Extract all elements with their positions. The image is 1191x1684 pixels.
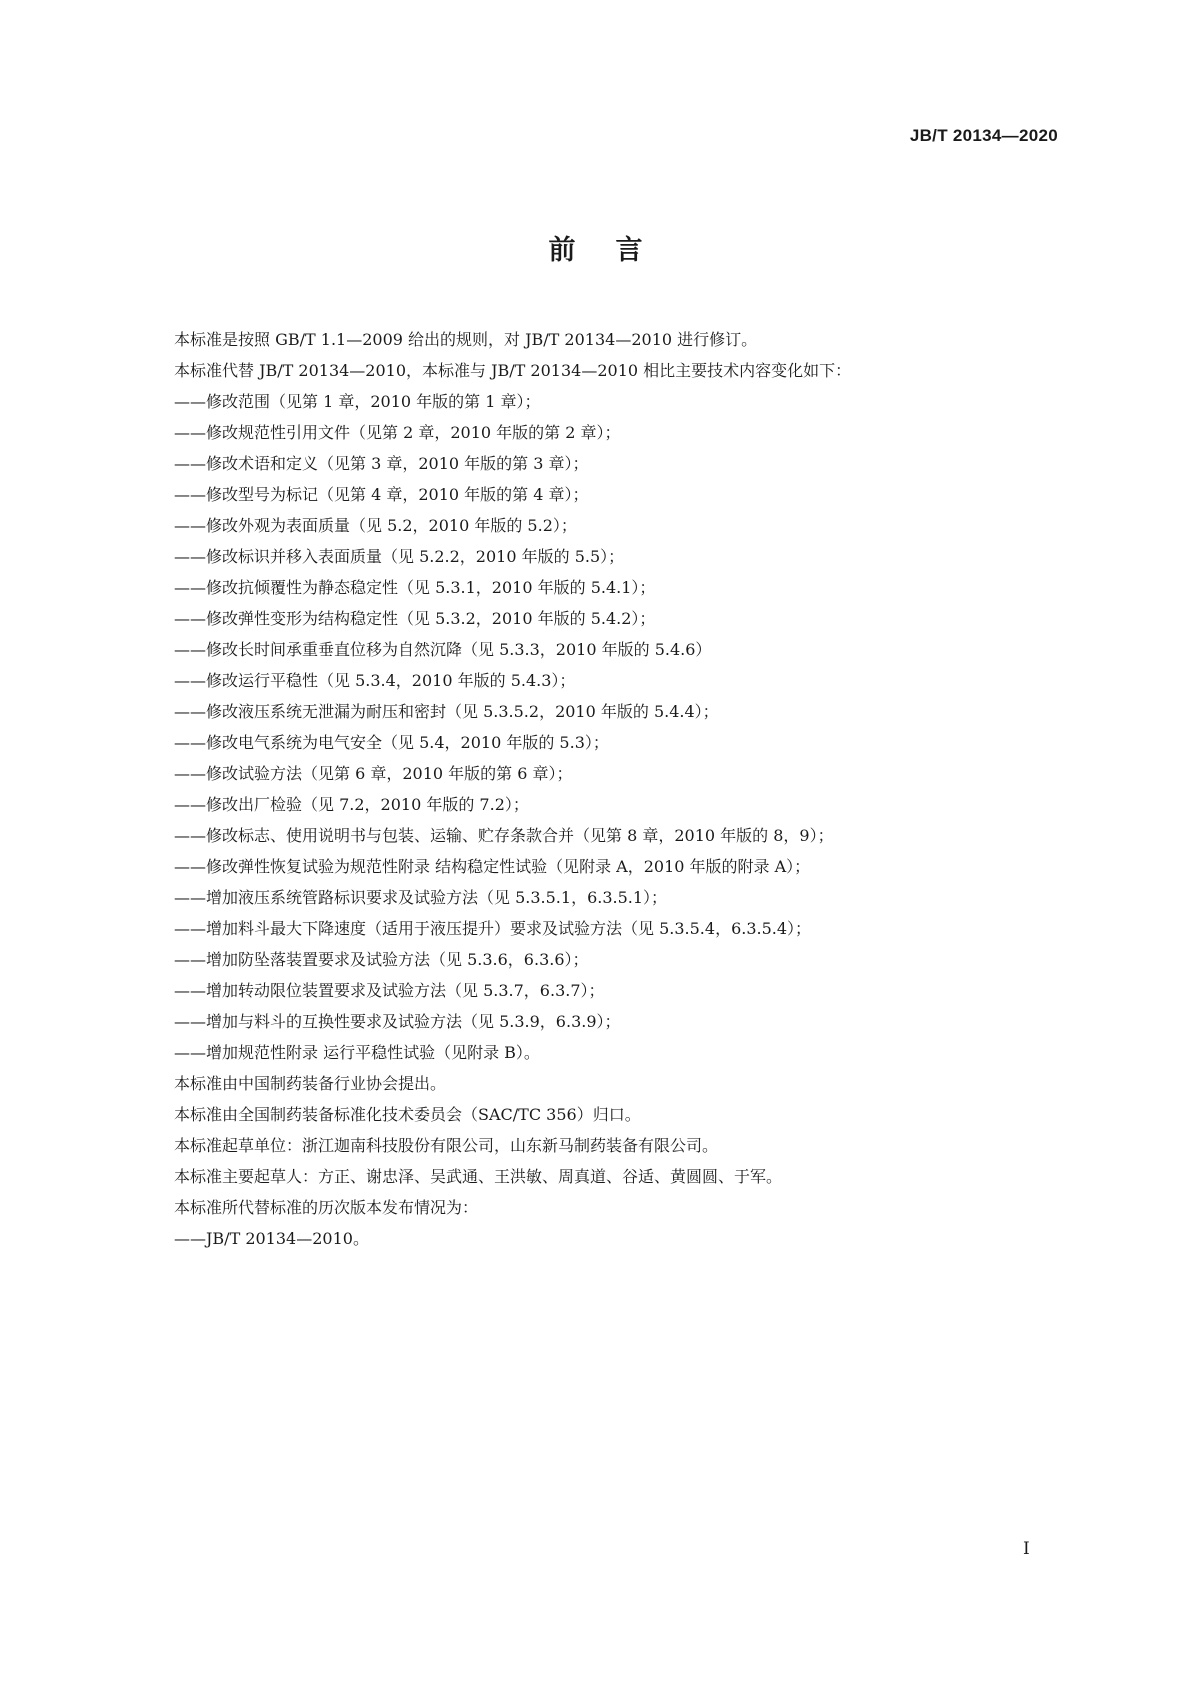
change-item: ——增加与料斗的互换性要求及试验方法（见 5.3.9，6.3.9）；	[174, 1012, 621, 1031]
change-item: ——修改电气系统为电气安全（见 5.4，2010 年版的 5.3）；	[174, 733, 609, 752]
change-item: ——修改术语和定义（见第 3 章，2010 年版的第 3 章）；	[174, 454, 589, 473]
change-item: ——修改范围（见第 1 章，2010 年版的第 1 章）；	[174, 392, 541, 411]
change-item: ——修改规范性引用文件（见第 2 章，2010 年版的第 2 章）；	[174, 423, 621, 442]
change-item: ——JB/T 20134—2010。	[174, 1229, 369, 1248]
change-item: ——增加液压系统管路标识要求及试验方法（见 5.3.5.1，6.3.5.1）；	[174, 888, 668, 907]
change-item: ——修改弹性恢复试验为规范性附录 结构稳定性试验（见附录 A，2010 年版的附录 A）；	[174, 857, 811, 876]
change-item: ——增加料斗最大下降速度（适用于液压提升）要求及试验方法（见 5.3.5.4，6.3.5.4）；	[174, 919, 812, 938]
standard-code: JB/T 20134—2020	[909, 126, 1058, 145]
body-line: 本标准由全国制药装备标准化技术委员会（SAC/TC 356）归口。	[174, 1105, 641, 1124]
change-item: ——增加转动限位装置要求及试验方法（见 5.3.7，6.3.7）；	[174, 981, 605, 1000]
page-number: I	[1023, 1539, 1030, 1559]
change-item: ——增加规范性附录 运行平稳性试验（见附录 B）。	[174, 1043, 540, 1062]
body-line: 本标准由中国制药装备行业协会提出。	[174, 1074, 447, 1093]
change-item: ——修改标志、使用说明书与包装、运输、贮存条款合并（见第 8 章，2010 年版的 8，9）；	[174, 826, 834, 845]
body-line: 本标准起草单位：浙江迦南科技股份有限公司，山东新马制药装备有限公司。	[174, 1136, 719, 1155]
change-item: ——增加防坠落装置要求及试验方法（见 5.3.6，6.3.6）；	[174, 950, 589, 969]
preface-body	[174, 324, 1074, 1254]
change-item: ——修改试验方法（见第 6 章，2010 年版的第 6 章）；	[174, 764, 573, 783]
body-line: 本标准是按照 GB/T 1.1—2009 给出的规则，对 JB/T 20134—2010 进行修订。	[174, 330, 758, 349]
change-item: ——修改抗倾覆性为静态稳定性（见 5.3.1，2010 年版的 5.4.1）；	[174, 578, 656, 597]
change-item: ——修改长时间承重垂直位移为自然沉降（见 5.3.3，2010 年版的 5.4.6）	[174, 640, 712, 659]
page-title: 前言	[548, 235, 683, 266]
body-line: 本标准所代替标准的历次版本发布情况为：	[174, 1198, 479, 1217]
body-line: 本标准主要起草人：方正、谢忠泽、吴武通、王洪敏、周真道、谷适、黄圆圆、于军。	[174, 1167, 783, 1186]
change-item: ——修改外观为表面质量（见 5.2，2010 年版的 5.2）；	[174, 516, 577, 535]
change-item: ——修改型号为标记（见第 4 章，2010 年版的第 4 章）；	[174, 485, 589, 504]
body-line: 本标准代替 JB/T 20134—2010，本标准与 JB/T 20134—2010 相比主要技术内容变化如下：	[174, 361, 852, 380]
change-item: ——修改弹性变形为结构稳定性（见 5.3.2，2010 年版的 5.4.2）；	[174, 609, 656, 628]
change-item: ——修改出厂检验（见 7.2，2010 年版的 7.2）；	[174, 795, 529, 814]
change-item: ——修改液压系统无泄漏为耐压和密封（见 5.3.5.2，2010 年版的 5.4.4）；	[174, 702, 719, 721]
change-item: ——修改标识并移入表面质量（见 5.2.2，2010 年版的 5.5）；	[174, 547, 625, 566]
change-item: ——修改运行平稳性（见 5.3.4，2010 年版的 5.4.3）；	[174, 671, 576, 690]
